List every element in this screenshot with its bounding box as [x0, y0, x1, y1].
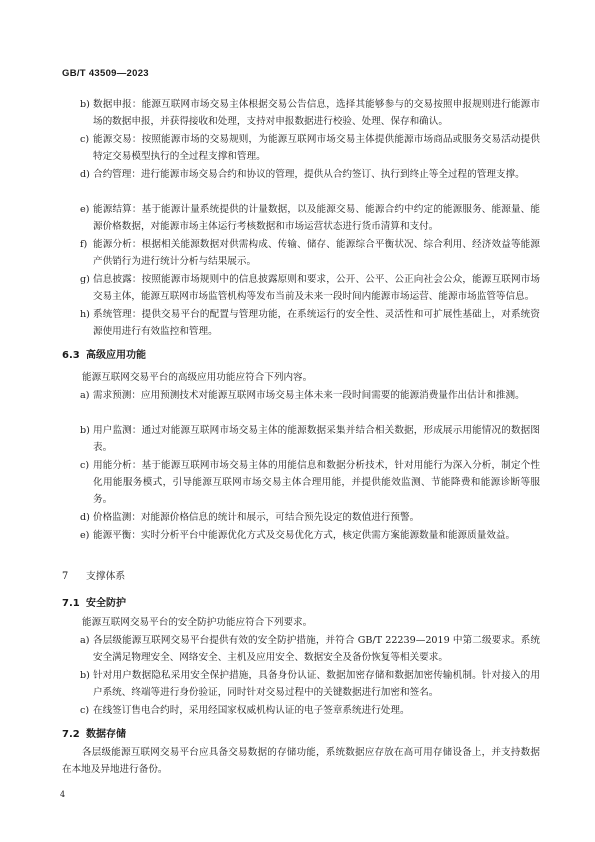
list-marker: d) [80, 169, 90, 180]
list-text: 信息披露：按照能源市场规则中的信息披露原则和要求，公开、公平、公正向社会公众，能源互联网市场交易主体，能源互联网市场监管机构等发布当前及未来一段时间内能源市场运营、能源市场监管等信息。 [93, 274, 540, 303]
list-marker: d) [80, 512, 90, 523]
list-item [80, 131, 540, 165]
list-item [80, 271, 540, 305]
list-item [80, 306, 540, 340]
list-text: 数据申报：能源互联网市场交易主体根据交易公告信息，选择其能够参与的交易按照申报规则进行能源市场的数据申报，并获得接收和处理，支持对申报数据进行校验、处理、保存和确认。 [93, 99, 540, 128]
list-marker: c) [80, 134, 90, 145]
page-number: 4 [60, 790, 66, 799]
list-text: 针对用户数据隐私采用安全保护措施，具备身份认证、数据加密存储和数据加密传输机制。针对接入的用户系统、终端等进行身份验证，同时针对交易过程中的关键数据进行加密和签名。 [93, 670, 540, 699]
list-item [80, 166, 540, 183]
list-item [80, 387, 540, 404]
section-number: 6.3 [62, 350, 80, 361]
list-text: 能源分析：根据相关能源数据对供需构成、传输、储存、能源综合平衡状况、综合利用、经济效益等能源产供销行为进行统计分析与结果展示。 [93, 239, 540, 268]
list-marker: c) [80, 705, 90, 716]
list-item [80, 509, 540, 526]
list-item [80, 702, 540, 719]
list-text: 价格监测：对能源价格信息的统计和展示，可结合预先设定的数值进行预警。 [93, 512, 420, 523]
list-text: 用户监测：通过对能源互联网市场交易主体的能源数据采集并结合相关数据，形成展示用能情况的数据图表。 [93, 425, 540, 454]
standard-number: GB/T 43509—2023 [62, 68, 149, 79]
list-marker: a) [80, 635, 90, 646]
list-item [80, 527, 540, 544]
list-text: 能源结算：基于能源计量系统提供的计量数据，以及能源交易、能源合约中约定的能源服务、能源量、能源价格数据，对能源市场主体运行考核数据和市场运营状态进行货币清算和支付。 [93, 204, 540, 233]
list-text: 用能分析：基于能源互联网市场交易主体的用能信息和数据分析技术，针对用能行为深入分析，制定个性化用能服务模式，引导能源互联网市场交易主体合理用能，并提供能效监测、节能降费和能源诊断等服务。 [93, 460, 540, 506]
list-text: 能源交易：按照能源市场的交易规则，为能源互联网市场交易主体提供能源市场商品或服务交易活动提供特定交易模型执行的全过程支撑和管理。 [93, 134, 540, 163]
chapter-number: 7 [62, 571, 69, 582]
list-item [80, 422, 540, 456]
list-marker: b) [80, 425, 90, 436]
list-marker: b) [80, 99, 90, 110]
list-text: 合约管理：进行能源市场交易合约和协议的管理，提供从合约签订、执行到终止等全过程的管理支撑。 [93, 169, 525, 180]
section-number: 7.2 [62, 729, 80, 740]
list-text: 各层级能源互联网交易平台提供有效的安全防护措施，并符合 GB/T 22239—2019 中第二级要求。系统安全满足物理安全、网络安全、主机及应用安全、数据安全及备份恢复等相关要求。 [93, 635, 540, 664]
chapter-heading [62, 568, 125, 582]
section-paragraph: 各层级能源互联网交易平台应具备交易数据的存储功能，系统数据应存放在高可用存储设备上，并支持数据在本地及异地进行备份。 [62, 747, 540, 776]
list-item [80, 96, 540, 130]
section-intro: 能源互联网交易平台的安全防护功能应符合下列要求。 [82, 617, 313, 628]
list-marker: e) [80, 204, 90, 215]
list-marker: f) [80, 239, 88, 250]
list-marker: b) [80, 670, 90, 681]
chapter-title: 支撑体系 [86, 571, 126, 582]
section-title: 高级应用功能 [86, 350, 146, 361]
list-marker: e) [80, 530, 90, 541]
list-text: 能源平衡：实时分析平台中能源优化方式及交易优化方式，核定供需方案能源数量和能源质量效益。 [93, 530, 516, 541]
list-marker: a) [80, 390, 90, 401]
list-text: 在线签订售电合约时，采用经国家权威机构认证的电子签章系统进行处理。 [93, 705, 410, 716]
section-title: 数据存储 [86, 729, 126, 740]
list-item [80, 457, 540, 509]
list-marker: g) [80, 274, 90, 285]
list-item [80, 667, 540, 701]
section-heading [62, 725, 126, 740]
list-item [80, 201, 540, 235]
list-text: 系统管理：提供交易平台的配置与管理功能，在系统运行的安全性、灵活性和可扩展性基础上，对系统资源使用进行有效监控和管理。 [93, 309, 540, 338]
list-marker: c) [80, 460, 90, 471]
section-intro: 能源互联网交易平台的高级应用功能应符合下列内容。 [82, 372, 313, 383]
list-item [80, 632, 540, 666]
section-heading [62, 346, 146, 361]
section-heading [62, 594, 126, 609]
list-text: 需求预测：应用预测技术对能源互联网市场交易主体未来一段时间需要的能源消费量作出估计和推测。 [93, 390, 525, 401]
list-item [80, 236, 540, 270]
section-number: 7.1 [62, 598, 80, 609]
list-marker: h) [80, 309, 90, 320]
section-title: 安全防护 [86, 598, 126, 609]
